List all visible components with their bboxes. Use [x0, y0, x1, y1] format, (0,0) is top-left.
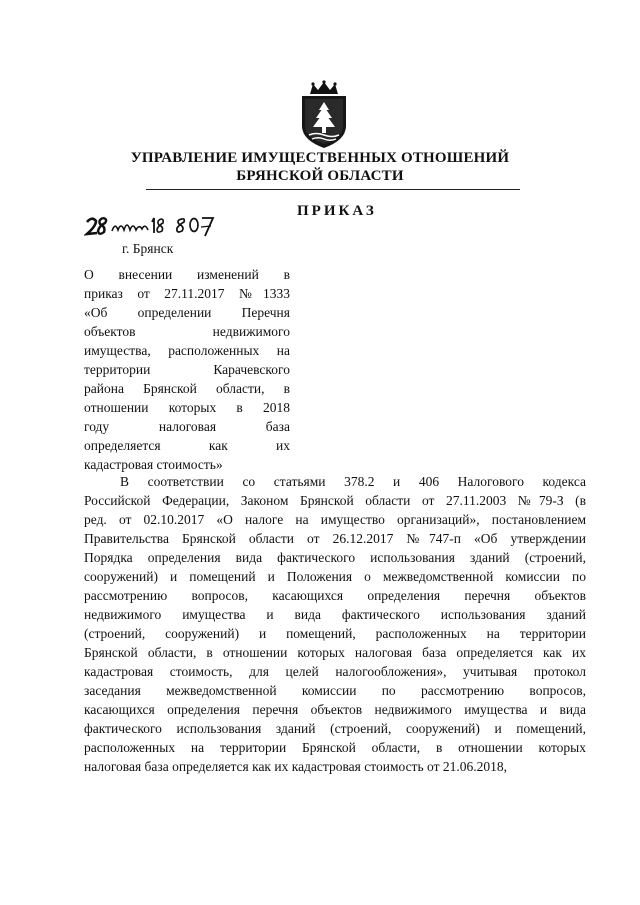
body-line: Брянской области, в отношении которых налоговая база определяется как их	[84, 645, 586, 660]
order-title: ПРИКАЗ	[297, 203, 377, 219]
body-line: (строений, сооружений) и помещений, расположенных на территории	[84, 626, 586, 641]
body-line: расположенных на территории Брянской области, в отношении которых	[84, 740, 586, 755]
body-line: недвижимого имущества и вида фактического использования зданий	[84, 607, 586, 622]
subject-line: году налоговая база	[84, 419, 290, 434]
order-body-paragraph	[84, 472, 586, 776]
subject-line: имущества, расположенных на	[84, 343, 290, 358]
body-line: заседания межведомственной комиссии по рассмотрению вопросов,	[84, 683, 586, 698]
city-label: г. Брянск	[122, 241, 174, 256]
organization-name-line2: БРЯНСКОЙ ОБЛАСТИ	[236, 168, 404, 184]
body-line: касающихся определения перечня объектов недвижимого имущества и вида	[84, 702, 586, 717]
body-line: ред. от 02.10.2017 «О налоге на имущество организаций», постановлением	[84, 512, 586, 527]
handwritten-date-number	[84, 214, 224, 242]
subject-line: О внесении изменений в	[84, 267, 290, 282]
body-line: В соответствии со статьями 378.2 и 406 Налогового кодекса	[120, 474, 586, 489]
subject-line: приказ от 27.11.2017 №1333	[84, 286, 290, 301]
subject-line: отношении которых в 2018	[84, 400, 290, 415]
body-line: рассмотрению вопросов, касающихся определения перечня объектов	[84, 588, 586, 603]
subject-line: кадастровая стоимость»	[84, 457, 223, 472]
body-line: Российской Федерации, Законом Брянской области от 27.11.2003 №79-З (в	[84, 493, 586, 508]
body-line: Порядка определения вида фактического использования зданий (строений,	[84, 550, 586, 565]
subject-line: района Брянской области, в	[84, 381, 290, 396]
coat-of-arms-icon	[293, 80, 355, 150]
body-line: кадастровая стоимость, для целей налогообложения», учитывая протокол	[84, 664, 586, 679]
body-line: налоговая база определяется как их кадастровая стоимость от 21.06.2018,	[84, 759, 507, 774]
body-line: сооружений) и помещений и Положения о межведомственной комиссии по	[84, 569, 586, 584]
organization-name-line1: УПРАВЛЕНИЕ ИМУЩЕСТВЕННЫХ ОТНОШЕНИЙ	[130, 150, 510, 166]
header-divider	[146, 189, 520, 190]
subject-line: определяется как их	[84, 438, 290, 453]
subject-line: территории Карачевского	[84, 362, 290, 377]
subject-line: объектов недвижимого	[84, 324, 290, 339]
order-subject	[84, 265, 290, 474]
subject-line: «Об определении Перечня	[84, 305, 290, 320]
body-line: Правительства Брянской области от 26.12.2017 №747-п «Об утверждении	[84, 531, 586, 546]
body-line: фактического использования зданий (строений, сооружений) и помещений,	[84, 721, 586, 736]
